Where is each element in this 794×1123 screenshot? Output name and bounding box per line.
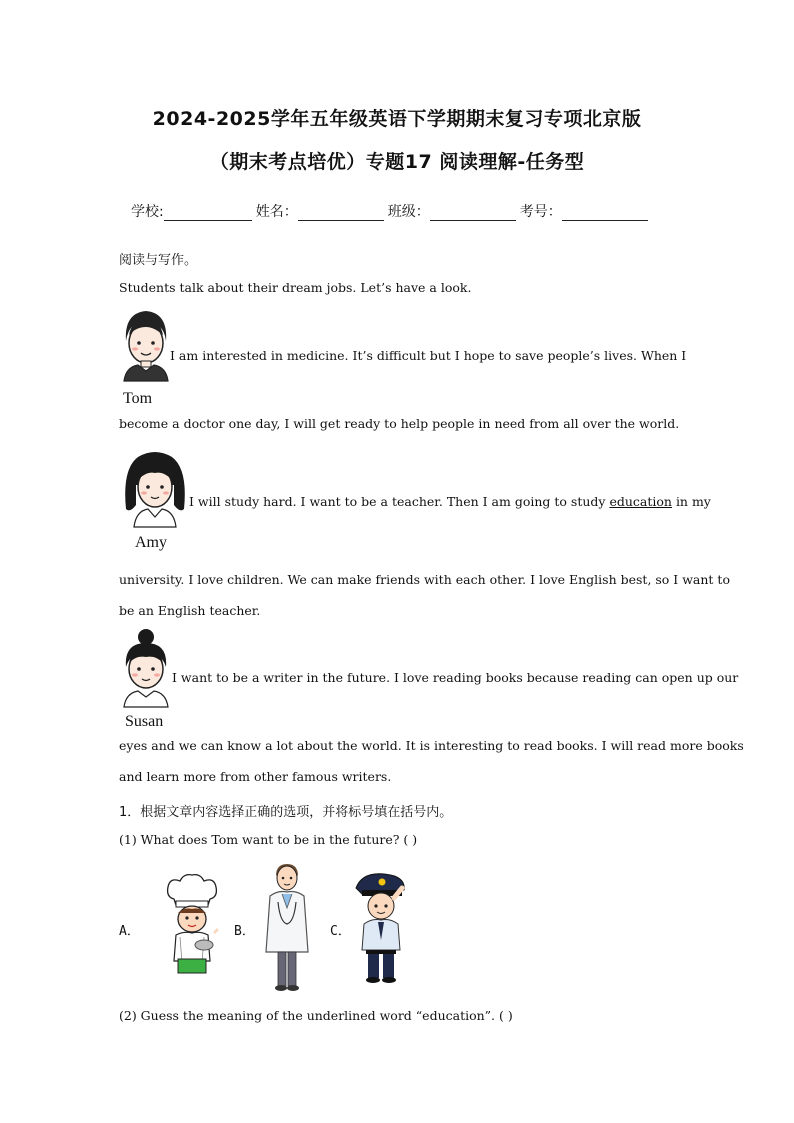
task-instruction: 1．根据文章内容选择正确的选项，并将标号填在括号内。 bbox=[119, 805, 453, 820]
option-a-label[interactable]: A． bbox=[119, 924, 140, 939]
tom-passage-line1: I am interested in medicine. It’s difficult but I hope to save people’s lives. When I bbox=[170, 348, 687, 363]
amy-name-label: Amy bbox=[135, 534, 167, 551]
susan-passage-line2: eyes and we can know a lot about the world. It is interesting to read books. I will read more books bbox=[119, 738, 744, 753]
instruction-text: 阅读与写作。 bbox=[119, 253, 198, 268]
page-subtitle: （期末考点培优）专题17 阅读理解-任务型 bbox=[209, 151, 585, 173]
class-field[interactable] bbox=[430, 204, 516, 221]
susan-name-label: Susan bbox=[125, 713, 164, 730]
susan-passage-line1: I want to be a writer in the future. I love reading books because reading can open up our bbox=[172, 670, 739, 685]
exam-number-field[interactable] bbox=[562, 204, 648, 221]
susan-avatar-icon bbox=[118, 627, 174, 709]
page-title: 2024-2025学年五年级英语下学期期末复习专项北京版 bbox=[152, 108, 642, 130]
susan-passage-line3: and learn more from other famous writers. bbox=[119, 769, 392, 784]
school-label: 学校: bbox=[131, 204, 164, 220]
tom-passage-line2: become a doctor one day, I will get ready to help people in need from all over the world. bbox=[119, 416, 680, 431]
tom-avatar-icon bbox=[118, 305, 174, 383]
amy-passage-line3: be an English teacher. bbox=[119, 603, 261, 618]
underlined-word-education: education bbox=[609, 494, 672, 509]
doctor-icon bbox=[258, 862, 316, 992]
amy-passage-line2: university. I love children. We can make friends with each other. I love English best, so I want to bbox=[119, 572, 730, 587]
tom-name-label: Tom bbox=[123, 390, 153, 407]
exam-number-label: 考号： bbox=[519, 204, 562, 220]
name-field[interactable] bbox=[298, 204, 384, 221]
option-c-label[interactable]: C． bbox=[330, 924, 351, 939]
amy-passage-line1: I will study hard. I want to be a teacher. Then I am going to study education in my bbox=[189, 494, 711, 509]
question-2: (2) Guess the meaning of the underlined word “education”. ( ) bbox=[119, 1008, 513, 1023]
option-b-label[interactable]: B． bbox=[234, 924, 255, 939]
question-1: (1) What does Tom want to be in the future? ( ) bbox=[119, 832, 418, 847]
class-label: 班级： bbox=[387, 204, 430, 220]
amy-avatar-icon bbox=[120, 449, 190, 529]
name-label: 姓名： bbox=[255, 204, 298, 220]
chef-icon bbox=[160, 873, 224, 977]
school-field[interactable] bbox=[164, 204, 252, 221]
student-info-row bbox=[131, 201, 652, 221]
policeman-icon bbox=[352, 870, 410, 984]
intro-text: Students talk about their dream jobs. Let’s have a look. bbox=[119, 280, 472, 295]
